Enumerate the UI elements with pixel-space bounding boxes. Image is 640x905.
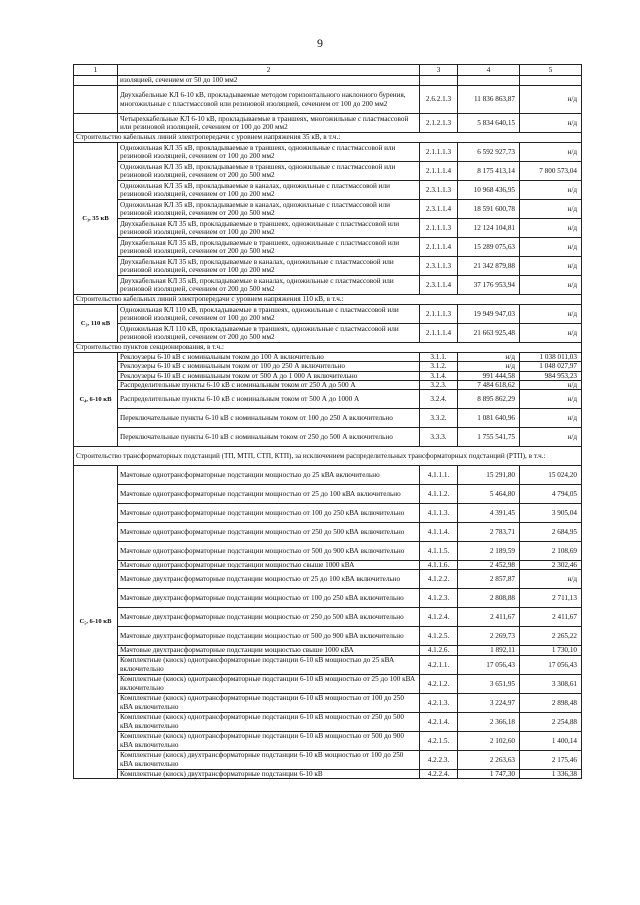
row-description: Одножильная КЛ 35 кВ, прокладываемые в каналах, одножильные с пластмассовой или резиновой изоляцией, сечением от 200 до 500 мм2 <box>118 200 420 219</box>
row-description: Мачтовые однотрансформаторные подстанции мощностью от 25 до 100 кВА включительно <box>118 485 420 504</box>
row-description: Комплектные (киоск) двухтрансформаторные подстанции 6-10 кВ мощностью от 100 до 250 кВА включительно <box>118 750 420 769</box>
row-value-col5: 15 024,20 <box>520 466 582 485</box>
header-cell: 1 <box>74 65 118 76</box>
table-row <box>74 466 582 485</box>
header-cell: 3 <box>420 65 458 76</box>
row-code: 2.1.1.1.4 <box>420 324 458 343</box>
table-row <box>74 353 582 362</box>
row-value-col4: 8 175 413,14 <box>458 162 520 181</box>
row-description: Мачтовые двухтрансформаторные подстанции мощностью от 100 до 250 кВА включительно <box>118 589 420 608</box>
row-description: Мачтовые однотрансформаторные подстанции мощностью от 100 до 250 кВА включительно <box>118 504 420 523</box>
table-row <box>74 589 582 608</box>
row-code: 2.1.1.1.3 <box>420 143 458 162</box>
row-value-col4: 2 263,63 <box>458 750 520 769</box>
row-value-col4: 2 366,18 <box>458 712 520 731</box>
row-value-col5: н/д <box>520 428 582 447</box>
row-description: Комплектные (киоск) двухтрансформаторные подстанции 6-10 кВ <box>118 769 420 778</box>
row-value-col5: 3 905,04 <box>520 504 582 523</box>
row-value-col5: 2 108,69 <box>520 542 582 561</box>
row-description: Реклоузеры 6-10 кВ с номинальным током от 100 до 250 А включительно <box>118 362 420 371</box>
row-description: Двухкабельная КЛ 35 кВ, прокладываемые в траншеях, одножильные с пластмассовой или резиновой изоляцией, сечением от 200 до 500 мм2 <box>118 238 420 257</box>
table-row <box>74 76 582 86</box>
row-value-col4: 2 102,60 <box>458 731 520 750</box>
table-row <box>74 655 582 674</box>
row-description: Распределительные пункты 6-10 кВ с номинальным током от 250 А до 500 А <box>118 380 420 389</box>
row-code: 4.2.2.4. <box>420 769 458 778</box>
row-value-col4: 19 949 947,03 <box>458 305 520 324</box>
row-description: Комплектные (киоск) однотрансформаторные подстанции 6-10 кВ мощностью до 25 кВА включительно <box>118 655 420 674</box>
row-value-col5: н/д <box>520 181 582 200</box>
row-description: Одножильная КЛ 35 кВ, прокладываемые в каналах, одножильные с пластмассовой или резиновой изоляцией, сечением от 100 до 200 мм2 <box>118 181 420 200</box>
row-value-col4: 3 224,97 <box>458 693 520 712</box>
group-label: C₄, 6-10 кВ <box>74 353 118 447</box>
row-value-col5: н/д <box>520 305 582 324</box>
row-value-col4: 991 444,58 <box>458 371 520 380</box>
row-value-col4: 2 189,59 <box>458 542 520 561</box>
group-cell <box>74 114 118 133</box>
row-value-col5: 2 411,67 <box>520 608 582 627</box>
header-row <box>74 65 582 76</box>
group-label: C₃, 35 кВ <box>74 143 118 295</box>
row-value-col5: 3 308,61 <box>520 674 582 693</box>
row-value-col4 <box>458 76 520 86</box>
table-row <box>74 162 582 181</box>
row-code: 4.1.2.4. <box>420 608 458 627</box>
row-value-col4: 7 484 618,62 <box>458 380 520 389</box>
row-value-col5: 984 953,23 <box>520 371 582 380</box>
row-code: 2.3.1.1.3 <box>420 181 458 200</box>
section-row <box>74 133 582 143</box>
row-value-col5: 1 038 011,03 <box>520 353 582 362</box>
section-title: Строительство кабельных линий электропередачи с уровнем напряжения 110 кВ, в т.ч.: <box>74 295 582 305</box>
row-code: 4.2.1.2. <box>420 674 458 693</box>
table-row <box>74 504 582 523</box>
table-row <box>74 114 582 133</box>
row-value-col4: 2 783,71 <box>458 523 520 542</box>
row-value-col5: 17 056,43 <box>520 655 582 674</box>
row-code: 3.1.2. <box>420 362 458 371</box>
row-description: Одножильная КЛ 110 кВ, прокладываемые в траншеях, одножильные с пластмассовой или резиновой изоляцией, сечением от 200 до 500 мм2 <box>118 324 420 343</box>
row-value-col5: н/д <box>520 409 582 428</box>
row-value-col4: 5 834 640,15 <box>458 114 520 133</box>
row-value-col5: н/д <box>520 257 582 276</box>
row-description: Мачтовые двухтрансформаторные подстанции мощностью от 250 до 500 кВА включительно <box>118 608 420 627</box>
row-code: 4.2.1.5. <box>420 731 458 750</box>
row-value-col5: 1 400,14 <box>520 731 582 750</box>
row-value-col4: 15 289 075,63 <box>458 238 520 257</box>
row-description: Мачтовые двухтрансформаторные подстанции мощностью свыше 1000 кВА <box>118 646 420 655</box>
row-value-col4: 17 056,43 <box>458 655 520 674</box>
table-row <box>74 371 582 380</box>
group-cell <box>74 76 118 86</box>
row-value-col5: н/д <box>520 143 582 162</box>
row-value-col4: 21 342 879,88 <box>458 257 520 276</box>
row-value-col4: 15 291,80 <box>458 466 520 485</box>
header-cell: 2 <box>118 65 420 76</box>
table-row <box>74 523 582 542</box>
table-row <box>74 380 582 389</box>
group-label: C₃, 110 кВ <box>74 305 118 343</box>
row-description: Двухкабельные КЛ 6-10 кВ, прокладываемые методом горизонтального наклонного бурения, многожильные с пластмассовой или резиновой изоляцией, сечением от 100 до 200 мм2 <box>118 86 420 114</box>
row-code: 4.1.1.5. <box>420 542 458 561</box>
row-code: 3.3.3. <box>420 428 458 447</box>
row-description: Двухкабельная КЛ 35 кВ, прокладываемые в каналах, одножильные с пластмассовой или резиновой изоляцией, сечением от 200 до 500 мм2 <box>118 276 420 295</box>
table-row <box>74 143 582 162</box>
row-value-col5: 1 730,10 <box>520 646 582 655</box>
row-description: Мачтовые однотрансформаторные подстанции мощностью от 500 до 900 кВА включительно <box>118 542 420 561</box>
table-row <box>74 674 582 693</box>
row-description: Распределительные пункты 6-10 кВ с номинальным током от 500 А до 1000 А <box>118 390 420 409</box>
row-code: 3.3.2. <box>420 409 458 428</box>
row-value-col4: 2 411,67 <box>458 608 520 627</box>
row-code: 2.1.2.1.3 <box>420 114 458 133</box>
table-row <box>74 305 582 324</box>
row-value-col4: н/д <box>458 353 520 362</box>
page-number: 9 <box>317 36 323 50</box>
row-value-col5: н/д <box>520 276 582 295</box>
row-value-col4: 12 124 104,81 <box>458 219 520 238</box>
header-cell: 4 <box>458 65 520 76</box>
row-value-col5: н/д <box>520 219 582 238</box>
row-code: 4.2.1.4. <box>420 712 458 731</box>
row-value-col5: н/д <box>520 86 582 114</box>
row-description: Одножильная КЛ 35 кВ, прокладываемые в траншеях, одножильные с пластмассовой или резиновой изоляцией, сечением от 100 до 200 мм2 <box>118 143 420 162</box>
row-code: 2.1.1.1.3 <box>420 305 458 324</box>
section-title: Строительство пунктов секционирования, в т.ч.: <box>74 343 582 353</box>
row-description: Мачтовые двухтрансформаторные подстанции мощностью от 500 до 900 кВА включительно <box>118 627 420 646</box>
header-cell: 5 <box>520 65 582 76</box>
row-value-col4: 6 592 927,73 <box>458 143 520 162</box>
table-row <box>74 409 582 428</box>
row-value-col5: 2 175,46 <box>520 750 582 769</box>
row-value-col4: 1 081 640,96 <box>458 409 520 428</box>
table-row <box>74 219 582 238</box>
row-value-col4: 21 663 925,48 <box>458 324 520 343</box>
row-value-col4: 18 591 600,78 <box>458 200 520 219</box>
row-description: Реклоузеры 6-10 кВ с номинальным током от 500 А до 1 000 А включительно <box>118 371 420 380</box>
row-description: Одножильная КЛ 110 кВ, прокладываемые в траншеях, одножильные с пластмассовой или резиновой изоляцией, сечением от 100 до 200 мм2 <box>118 305 420 324</box>
row-description: Одножильная КЛ 35 кВ, прокладываемые в траншеях, одножильные с пластмассовой или резиновой изоляцией, сечением от 200 до 500 мм2 <box>118 162 420 181</box>
table-row <box>74 390 582 409</box>
row-value-col5: н/д <box>520 200 582 219</box>
row-value-col4: 1 755 541,75 <box>458 428 520 447</box>
row-code: 2.3.1.1.3 <box>420 257 458 276</box>
row-description: Мачтовые однотрансформаторные подстанции мощностью от 250 до 500 кВА включительно <box>118 523 420 542</box>
row-code <box>420 76 458 86</box>
row-value-col4: 5 464,80 <box>458 485 520 504</box>
row-code: 2.6.2.1.3 <box>420 86 458 114</box>
row-value-col5: 7 800 573,04 <box>520 162 582 181</box>
row-value-col4: 1 892,11 <box>458 646 520 655</box>
row-code: 4.1.2.6. <box>420 646 458 655</box>
row-value-col5: 1 048 027,97 <box>520 362 582 371</box>
row-code: 2.3.1.1.4 <box>420 276 458 295</box>
row-value-col5: 2 302,46 <box>520 561 582 570</box>
row-description: Комплектные (киоск) однотрансформаторные подстанции 6-10 кВ мощностью от 100 до 250 кВА включительно <box>118 693 420 712</box>
row-description: Мачтовые однотрансформаторные подстанции мощностью свыше 1000 кВА <box>118 561 420 570</box>
row-code: 4.1.1.4. <box>420 523 458 542</box>
table-row <box>74 276 582 295</box>
table-row <box>74 181 582 200</box>
row-value-col5: 2 265,22 <box>520 627 582 646</box>
row-description: Реклоузеры 6-10 кВ с номинальным током до 100 А включительно <box>118 353 420 362</box>
table-row <box>74 561 582 570</box>
row-code: 3.2.4. <box>420 390 458 409</box>
row-value-col5: 2 684,95 <box>520 523 582 542</box>
row-value-col5: н/д <box>520 570 582 589</box>
row-value-col4: 37 176 953,94 <box>458 276 520 295</box>
row-description: Переключательные пункты 6-10 кВ с номинальным током от 100 до 250 А включительно <box>118 409 420 428</box>
row-code: 4.2.1.1. <box>420 655 458 674</box>
section-row <box>74 295 582 305</box>
table-row <box>74 750 582 769</box>
row-description: Комплектные (киоск) однотрансформаторные подстанции 6-10 кВ мощностью от 25 до 100 кВА включительно <box>118 674 420 693</box>
row-value-col4: 2 857,87 <box>458 570 520 589</box>
row-code: 4.1.1.6. <box>420 561 458 570</box>
row-code: 3.1.1. <box>420 353 458 362</box>
table-row <box>74 238 582 257</box>
row-value-col5 <box>520 76 582 86</box>
table-row <box>74 257 582 276</box>
row-value-col4: 11 836 863,87 <box>458 86 520 114</box>
row-value-col5: н/д <box>520 114 582 133</box>
row-value-col5: 2 711,13 <box>520 589 582 608</box>
row-code: 4.1.1.3. <box>420 504 458 523</box>
table-row <box>74 646 582 655</box>
row-description: Двухкабельная КЛ 35 кВ, прокладываемые в траншеях, одножильные с пластмассовой или резиновой изоляцией, сечением от 100 до 200 мм2 <box>118 219 420 238</box>
row-value-col5: н/д <box>520 324 582 343</box>
table-row <box>74 731 582 750</box>
section-row <box>74 447 582 466</box>
row-value-col5: 2 898,48 <box>520 693 582 712</box>
table-row <box>74 324 582 343</box>
row-value-col4: 2 452,98 <box>458 561 520 570</box>
section-row <box>74 343 582 353</box>
group-cell <box>74 86 118 114</box>
group-label: C₅, 6-10 кВ <box>74 466 118 779</box>
row-value-col5: н/д <box>520 380 582 389</box>
row-description: Переключательные пункты 6-10 кВ с номинальным током от 250 до 500 А включительно <box>118 428 420 447</box>
row-value-col4: 8 895 862,29 <box>458 390 520 409</box>
section-title: Строительство кабельных линий электропередачи с уровнем напряжения 35 кВ, в т.ч.: <box>74 133 582 143</box>
table-row <box>74 712 582 731</box>
row-code: 2.3.1.1.4 <box>420 200 458 219</box>
row-code: 4.1.2.3. <box>420 589 458 608</box>
row-description: Мачтовые однотрансформаторные подстанции мощностью до 25 кВА включительно <box>118 466 420 485</box>
row-code: 4.2.1.3. <box>420 693 458 712</box>
row-code: 2.1.1.1.4 <box>420 238 458 257</box>
table-row <box>74 693 582 712</box>
row-code: 3.2.3. <box>420 380 458 389</box>
row-code: 4.1.1.1. <box>420 466 458 485</box>
row-code: 3.1.4. <box>420 371 458 380</box>
row-value-col4: 2 269,73 <box>458 627 520 646</box>
row-code: 4.1.2.2. <box>420 570 458 589</box>
row-code: 4.2.2.3. <box>420 750 458 769</box>
table-row <box>74 362 582 371</box>
row-value-col5: 4 794,05 <box>520 485 582 504</box>
row-value-col4: н/д <box>458 362 520 371</box>
row-code: 2.1.1.1.3 <box>420 219 458 238</box>
row-description: Мачтовые двухтрансформаторные подстанции мощностью от 25 до 100 кВА включительно <box>118 570 420 589</box>
row-code: 4.1.2.5. <box>420 627 458 646</box>
row-value-col4: 4 391,45 <box>458 504 520 523</box>
row-value-col4: 1 747,30 <box>458 769 520 778</box>
section-title: Строительство трансформаторных подстанций (ТП, МТП, СТП, КТП), за исключением распределительных трансформаторных подстанций (РТП), в т.ч.: <box>74 447 582 466</box>
table-row <box>74 608 582 627</box>
row-value-col5: н/д <box>520 390 582 409</box>
row-description: Двухкабельная КЛ 35 кВ, прокладываемые в каналах, одножильные с пластмассовой или резиновой изоляцией, сечением от 100 до 200 мм2 <box>118 257 420 276</box>
row-value-col5: н/д <box>520 238 582 257</box>
row-code: 2.1.1.1.4 <box>420 162 458 181</box>
row-value-col5: 2 254,88 <box>520 712 582 731</box>
row-description: изоляцией, сечением от 50 до 100 мм2 <box>118 76 420 86</box>
row-description: Комплектные (киоск) однотрансформаторные подстанции 6-10 кВ мощностью от 250 до 500 кВА включительно <box>118 712 420 731</box>
table-row <box>74 542 582 561</box>
row-description: Четырехкабельные КЛ 6-10 кВ, прокладываемые в траншеях, многожильные с пластмассовой или резиновой изоляцией, сечением от 100 до 200 мм2 <box>118 114 420 133</box>
row-code: 4.1.1.2. <box>420 485 458 504</box>
tariff-table <box>73 64 582 779</box>
table-row <box>74 428 582 447</box>
table-row <box>74 570 582 589</box>
row-value-col5: 1 336,38 <box>520 769 582 778</box>
table-row <box>74 485 582 504</box>
table-row <box>74 769 582 778</box>
row-value-col4: 2 808,88 <box>458 589 520 608</box>
table-row <box>74 627 582 646</box>
row-value-col4: 3 651,95 <box>458 674 520 693</box>
row-description: Комплектные (киоск) однотрансформаторные подстанции 6-10 кВ мощностью от 500 до 900 кВА включительно <box>118 731 420 750</box>
table-row <box>74 200 582 219</box>
table-row <box>74 86 582 114</box>
row-value-col4: 10 968 436,95 <box>458 181 520 200</box>
